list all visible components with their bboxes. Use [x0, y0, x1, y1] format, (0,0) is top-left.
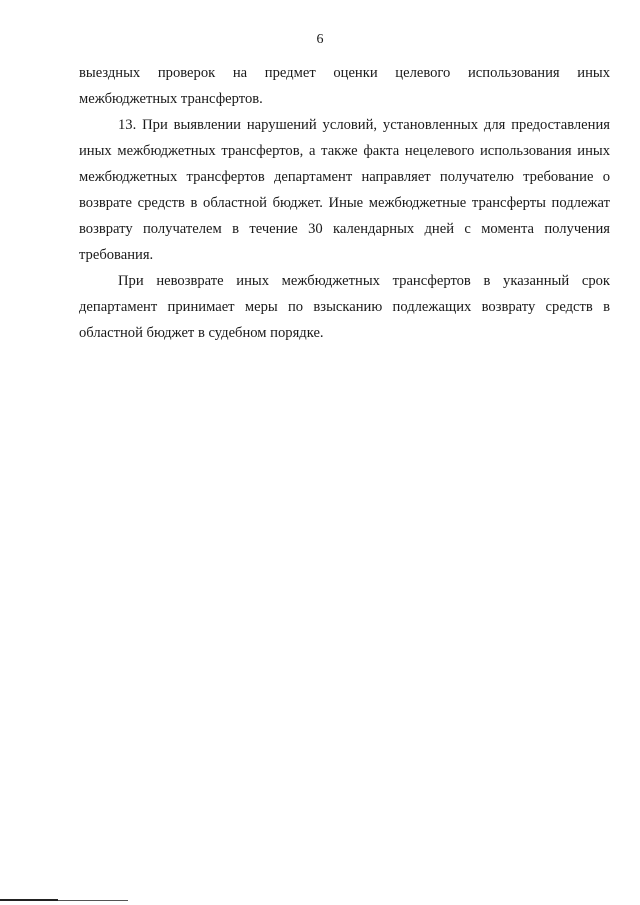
paragraph-continuation: выездных проверок на предмет оценки целевого использования иных межбюджетных трансфертов. [79, 65, 610, 107]
document-body [79, 60, 610, 346]
paragraph-clause-13: 13. При выявлении нарушений условий, установленных для предоставления иных межбюджетных трансфертов, а также факта нецелевого использования иных межбюджетных трансфертов департамент направляет получателю требование о возврате средств в областной бюджет. Иные межбюджетные трансферты подлежат возврату получателем в течение 30 календарных дней с момента получения требования. [79, 117, 610, 263]
page-number: 6 [316, 32, 324, 47]
footer-rule-mark [0, 899, 58, 901]
paragraph-non-return: При невозврате иных межбюджетных трансфертов в указанный срок департамент принимает меры по взысканию подлежащих возврату средств в областной бюджет в судебном порядке. [79, 273, 610, 341]
